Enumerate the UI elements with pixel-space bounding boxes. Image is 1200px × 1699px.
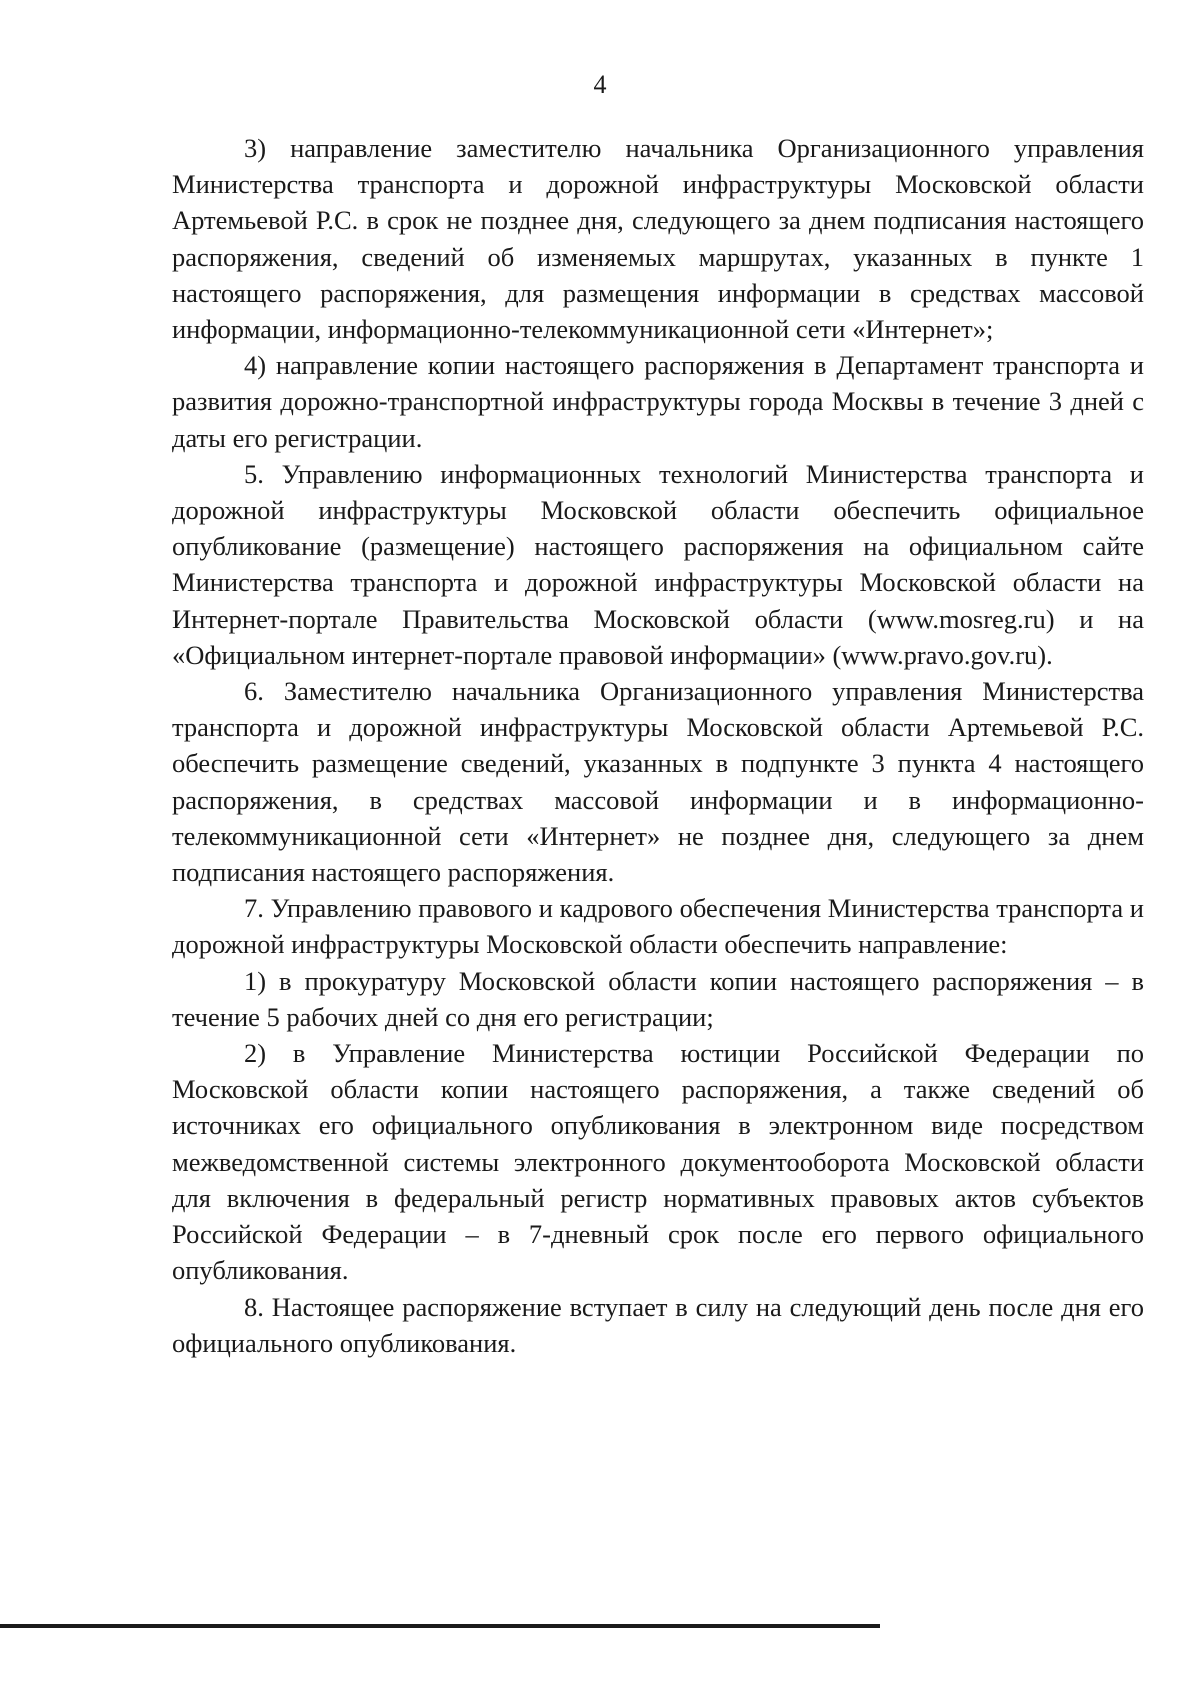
paragraph-clause-5-publication: 5. Управлению информационных технологий Министерства транспорта и дорожной инфраструктуры Московской области обеспечить официальное опубликование (размещение) настоящего распоряжения на официальном сайте Министерства транспорта и дорожной инфраструктуры Московской области на Интернет-портале Правительства Московской области (www.mosreg.ru) и на «Официальном интернет-портале правовой информации» (www.pravo.gov.ru). (172, 458, 1144, 670)
paragraph-clause-6-placement: 6. Заместителю начальника Организационного управления Министерства транспорта и дорожной инфраструктуры Московской области Артемьевой Р.С. обеспечить размещение сведений, указанных в подпункте 3 пункта 4 настоящего распоряжения, в средствах массовой информации и в информационно-телекоммуникационной сети «Интернет» не позднее дня, следующего за днем подписания настоящего распоряжения. (172, 676, 1144, 888)
scan-edge-rule (0, 1624, 880, 1628)
paragraph-item-2-ministry-of-justice: 2) в Управление Министерства юстиции Российской Федерации по Московской области копии настоящего распоряжения, а также сведений об источниках его официального опубликования в электронном виде посредством межведомственной системы электронного документооборота Московской области для включения в федеральный регистр нормативных правовых актов субъектов Российской Федерации – в 7-дневный срок после его первого официального опубликования. (172, 1038, 1144, 1286)
document-body (172, 130, 1144, 1361)
paragraph-item-3-media-info: 3) направление заместителю начальника Организационного управления Министерства транспорта и дорожной инфраструктуры Московской области Артемьевой Р.С. в срок не позднее дня, следующего за днем подписания настоящего распоряжения, сведений об изменяемых маршрутах, указанных в пункте 1 настоящего распоряжения, для размещения информации в средствах массовой информации, информационно-телекоммуникационной сети «Интернет»; (172, 133, 1144, 345)
paragraph-item-4-copy-to-department: 4) направление копии настоящего распоряжения в Департамент транспорта и развития дорожно-транспортной инфраструктуры города Москвы в течение 3 дней с даты его регистрации. (172, 350, 1144, 453)
paragraph-clause-8-effective-date: 8. Настоящее распоряжение вступает в силу на следующий день после дня его официального опубликования. (172, 1291, 1144, 1358)
page-number: 4 (593, 70, 607, 99)
paragraph-item-1-prosecutor: 1) в прокуратуру Московской области копии настоящего распоряжения – в течение 5 рабочих дней со дня его регистрации; (172, 965, 1144, 1032)
paragraph-clause-7-legal-department: 7. Управлению правового и кадрового обеспечения Министерства транспорта и дорожной инфраструктуры Московской области обеспечить направление: (172, 893, 1144, 960)
